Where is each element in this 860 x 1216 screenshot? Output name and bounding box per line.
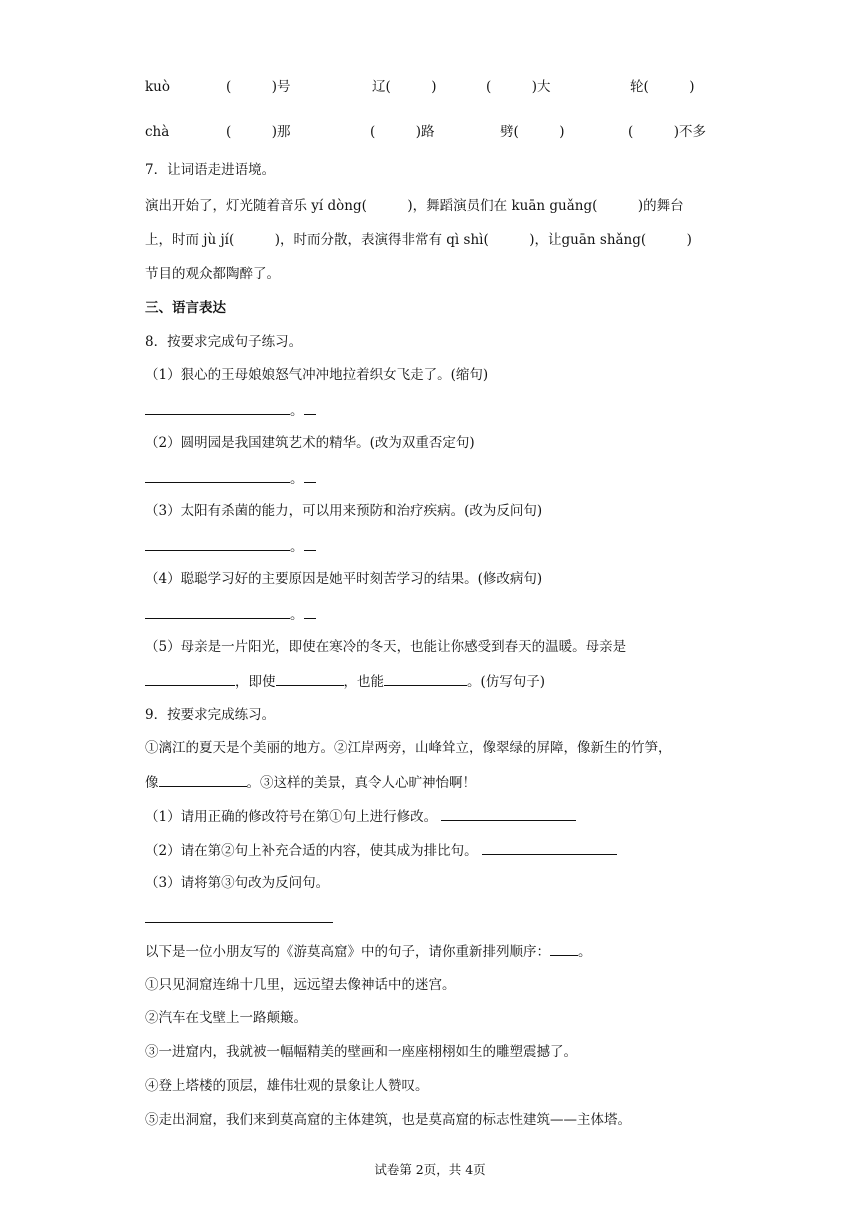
pinyin-blank[interactable]: ( )路 bbox=[370, 124, 435, 140]
q10-intro[interactable]: 以下是一位小朋友写的《游莫高窟》中的句子，请你重新排列顺序： 。 bbox=[145, 941, 592, 962]
q10-item: ⑤走出洞窟，我们来到莫高窟的主体建筑，也是莫高窟的标志性建筑——主体塔。 bbox=[145, 1112, 631, 1128]
answer-line[interactable]: 。 bbox=[145, 536, 316, 557]
q9-s1[interactable]: （1）请用正确的修改符号在第①句上进行修改。 bbox=[145, 806, 576, 827]
pinyin-cha: chà bbox=[145, 124, 170, 140]
pinyin-blank[interactable]: 轮( ) bbox=[630, 79, 695, 95]
q9-s2[interactable]: （2）请在第②句上补充合适的内容，使其成为排比句。 bbox=[145, 840, 617, 861]
pinyin-blank[interactable]: ( )不多 bbox=[628, 124, 707, 140]
section-title: 三、语言表达 bbox=[145, 300, 226, 316]
q10-item: ④登上塔楼的顶层，雄伟壮观的景象让人赞叹。 bbox=[145, 1078, 429, 1094]
answer-line[interactable]: 。 bbox=[145, 604, 316, 625]
answer-line[interactable] bbox=[145, 922, 333, 923]
answer-line[interactable]: 。 bbox=[145, 468, 316, 489]
q8-s5: （5）母亲是一片阳光，即使在寒冷的冬天，也能让你感受到春天的温暖。母亲是 bbox=[145, 639, 627, 655]
pinyin-blank[interactable]: ( )大 bbox=[486, 79, 551, 95]
q8-s5-imitation[interactable]: ，即使 ，也能 。(仿写句子) bbox=[145, 671, 545, 692]
q7-line3: 节目的观众都陶醉了。 bbox=[145, 266, 280, 282]
pinyin-blank[interactable]: ( )号 bbox=[226, 79, 291, 95]
q9-s3: （3）请将第③句改为反问句。 bbox=[145, 875, 330, 891]
pinyin-blank[interactable]: ( )那 bbox=[226, 124, 291, 140]
answer-line[interactable]: 。 bbox=[145, 400, 316, 421]
q8-title: 8．按要求完成句子练习。 bbox=[145, 334, 303, 350]
q7-title: 7．让词语走进语境。 bbox=[145, 162, 276, 178]
q9-title: 9．按要求完成练习。 bbox=[145, 707, 276, 723]
pinyin-blank[interactable]: 辽( ) bbox=[372, 79, 437, 95]
page-footer: 试卷第 2页，共 4页 bbox=[374, 1162, 486, 1177]
q8-s4: （4）聪聪学习好的主要原因是她平时刻苦学习的结果。(修改病句) bbox=[145, 571, 543, 587]
q7-line1: 演出开始了，灯光随着音乐 yí dòng( )，舞蹈演员们在 kuān guǎng( )的舞台 bbox=[145, 198, 684, 214]
q10-item: ①只见洞窟连绵十几里，远远望去像神话中的迷宫。 bbox=[145, 977, 456, 993]
q10-item: ③一进窟内，我就被一幅幅精美的壁画和一座座栩栩如生的雕塑震撼了。 bbox=[145, 1044, 577, 1060]
q8-s1: （1）狠心的王母娘娘怒气冲冲地拉着织女飞走了。(缩句) bbox=[145, 367, 489, 383]
q10-item: ②汽车在戈壁上一路颠簸。 bbox=[145, 1010, 307, 1026]
pinyin-blank[interactable]: 劈( ) bbox=[500, 124, 565, 140]
q8-s3: （3）太阳有杀菌的能力，可以用来预防和治疗疾病。(改为反问句) bbox=[145, 503, 543, 519]
q9-para2[interactable]: 像 。③这样的美景，真令人心旷神怡啊！ bbox=[145, 772, 476, 793]
q8-s2: （2）圆明园是我国建筑艺术的精华。(改为双重否定句) bbox=[145, 435, 475, 451]
q9-para1: ①漓江的夏天是个美丽的地方。②江岸两旁，山峰耸立，像翠绿的屏障，像新生的竹笋， bbox=[145, 740, 672, 756]
q7-line2: 上，时而 jù jí( )，时而分散，表演得非常有 qì shì( )，让guān shǎng( ) bbox=[145, 232, 692, 248]
pinyin-kuo: kuò bbox=[145, 79, 171, 95]
